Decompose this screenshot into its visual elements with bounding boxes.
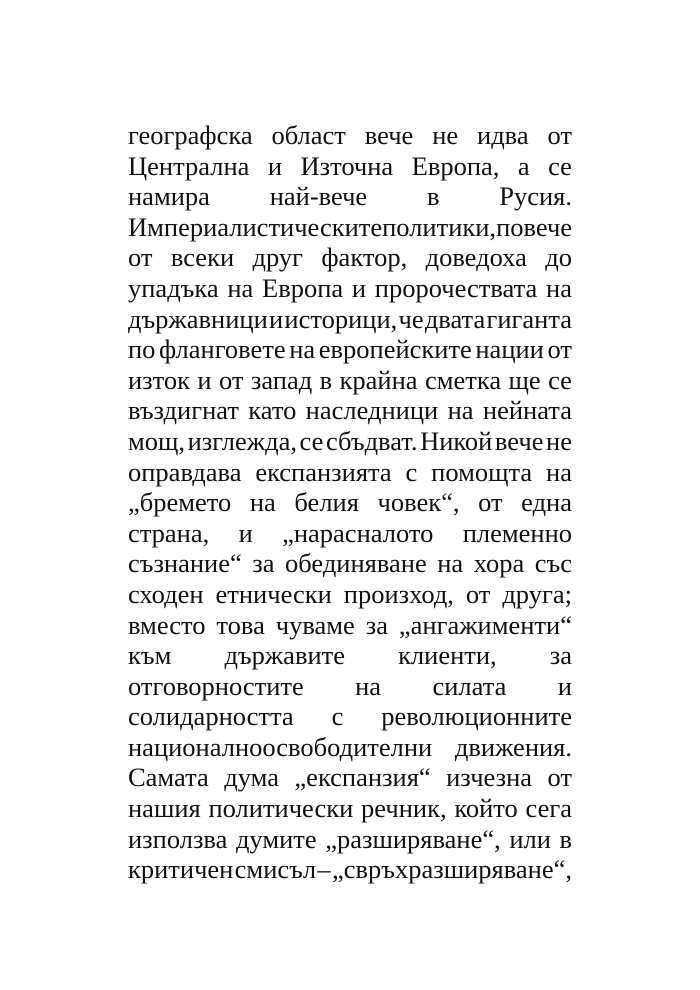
word: „ангажименти“ bbox=[398, 609, 572, 640]
word: вместо bbox=[128, 609, 206, 640]
word: на bbox=[546, 456, 572, 487]
word: и bbox=[557, 670, 572, 701]
word: сега bbox=[525, 793, 572, 824]
text-line bbox=[128, 548, 572, 579]
word: произход, bbox=[343, 578, 454, 609]
word: се bbox=[548, 150, 572, 181]
word: „разширяване“, bbox=[325, 823, 501, 854]
word: идва bbox=[477, 120, 529, 150]
word: в bbox=[559, 823, 572, 854]
word: на bbox=[546, 272, 572, 303]
word: всеки bbox=[170, 242, 235, 273]
word: друга; bbox=[502, 578, 572, 609]
word: от bbox=[547, 334, 572, 365]
text-line bbox=[128, 671, 572, 702]
word: смисъл bbox=[234, 854, 317, 885]
word: – bbox=[317, 854, 331, 885]
word: сходен bbox=[128, 578, 204, 609]
word: на bbox=[289, 334, 316, 365]
word: „нарасналото bbox=[282, 517, 434, 548]
word: солидарността bbox=[128, 701, 294, 732]
word: че bbox=[398, 303, 424, 334]
word: с bbox=[331, 701, 344, 732]
word: използва bbox=[128, 823, 228, 854]
word: това bbox=[216, 609, 265, 640]
word: с bbox=[405, 456, 418, 487]
word: етнически bbox=[215, 578, 332, 609]
word: отговорностите bbox=[128, 670, 304, 701]
word: от bbox=[128, 242, 153, 273]
word: ще bbox=[508, 364, 541, 395]
text-line bbox=[128, 304, 572, 335]
word: Никой bbox=[420, 425, 493, 456]
word: до bbox=[545, 242, 572, 273]
text-line bbox=[128, 212, 572, 243]
word: Централна bbox=[128, 150, 250, 181]
word: речник, bbox=[361, 793, 447, 824]
word: изчезна bbox=[446, 762, 533, 793]
word: на bbox=[249, 487, 276, 518]
word: по bbox=[128, 334, 156, 365]
word: експанзията bbox=[255, 456, 392, 487]
text-line bbox=[128, 518, 572, 549]
word: гиганта bbox=[486, 303, 572, 334]
word: за bbox=[549, 640, 572, 671]
body-paragraph bbox=[128, 120, 572, 885]
word: политически bbox=[208, 793, 354, 824]
word: държавници bbox=[128, 303, 268, 334]
text-line bbox=[128, 395, 572, 426]
text-line bbox=[128, 151, 572, 182]
text-line bbox=[128, 426, 572, 457]
word: една bbox=[521, 487, 572, 518]
word: намира bbox=[128, 181, 210, 212]
text-line bbox=[128, 793, 572, 824]
word: политики, bbox=[382, 211, 497, 242]
word: фланговете bbox=[159, 334, 286, 365]
word: упадъка bbox=[128, 272, 219, 303]
word: Европа bbox=[262, 272, 344, 303]
word: историци, bbox=[284, 303, 398, 334]
word: оправдава bbox=[128, 456, 242, 487]
word: в bbox=[426, 181, 440, 212]
word: най-вече bbox=[269, 181, 368, 212]
word: изток bbox=[128, 364, 191, 395]
word: на bbox=[227, 272, 254, 303]
word: въздигнат bbox=[128, 395, 239, 426]
word: белия bbox=[294, 487, 359, 518]
text-line bbox=[128, 762, 572, 793]
word: който bbox=[454, 793, 518, 824]
word: към bbox=[128, 640, 172, 671]
word: двата bbox=[424, 303, 486, 334]
text-line bbox=[128, 457, 572, 488]
text-line bbox=[128, 334, 572, 365]
word: от bbox=[219, 364, 244, 395]
word: като bbox=[248, 395, 297, 426]
word: не bbox=[432, 120, 459, 150]
word: държавите bbox=[224, 640, 345, 671]
word: европейските bbox=[318, 334, 472, 365]
word: „свръхразширяване“, bbox=[331, 854, 572, 885]
word: на bbox=[447, 395, 474, 426]
word: пророчествата bbox=[374, 272, 538, 303]
word: дума bbox=[224, 762, 279, 793]
word: от bbox=[465, 578, 491, 609]
word: от bbox=[478, 487, 503, 518]
word: запад bbox=[250, 364, 313, 395]
word: от bbox=[547, 762, 572, 793]
word: обединяване bbox=[285, 548, 427, 579]
word: чуваме bbox=[275, 609, 355, 640]
word: не bbox=[546, 425, 572, 456]
word: помощта bbox=[431, 456, 533, 487]
word: област bbox=[271, 120, 346, 150]
word: изглежда, bbox=[187, 425, 297, 456]
word: за bbox=[365, 609, 388, 640]
word: и bbox=[197, 364, 212, 395]
word: се bbox=[548, 364, 572, 395]
word: човек“, bbox=[377, 487, 460, 518]
word: революционните bbox=[381, 701, 572, 732]
word: друг bbox=[252, 242, 304, 273]
word: на bbox=[355, 670, 382, 701]
word: силата bbox=[432, 670, 507, 701]
word: сметка bbox=[424, 364, 502, 395]
text-line bbox=[128, 242, 572, 273]
word: фактор, bbox=[321, 242, 408, 273]
word: племенно bbox=[462, 517, 572, 548]
text-line bbox=[128, 487, 572, 518]
word: и bbox=[238, 517, 253, 548]
word: нации bbox=[475, 334, 544, 365]
word: Самата bbox=[128, 762, 209, 793]
word: мощ, bbox=[128, 425, 186, 456]
word: „експанзия“ bbox=[294, 762, 431, 793]
word: думите bbox=[235, 823, 317, 854]
word: сбъдват. bbox=[325, 425, 418, 456]
word: клиенти, bbox=[398, 640, 497, 671]
word: крайна bbox=[339, 364, 418, 395]
text-line bbox=[128, 701, 572, 732]
word: хора bbox=[473, 548, 525, 579]
word: Империалистическите bbox=[128, 211, 383, 242]
text-line bbox=[128, 640, 572, 671]
text-line bbox=[128, 365, 572, 396]
word: доведоха bbox=[425, 242, 527, 273]
word: вече bbox=[494, 425, 544, 456]
word: географска bbox=[128, 120, 253, 150]
word: в bbox=[319, 364, 333, 395]
word: на bbox=[437, 548, 464, 579]
word: Източна bbox=[300, 150, 394, 181]
word: наследници bbox=[305, 395, 439, 426]
word: нашия bbox=[128, 793, 201, 824]
word: и bbox=[268, 303, 284, 334]
word: за bbox=[252, 548, 275, 579]
text-line bbox=[128, 273, 572, 304]
word: националноосвободителни bbox=[128, 731, 433, 762]
word: „бремето bbox=[128, 487, 232, 518]
text-line bbox=[128, 120, 572, 151]
word: и bbox=[351, 272, 367, 303]
text-line bbox=[128, 579, 572, 610]
word: страна, bbox=[128, 517, 210, 548]
word: се bbox=[299, 425, 324, 456]
word: нейната bbox=[482, 395, 572, 426]
word: а bbox=[517, 150, 530, 181]
word: със bbox=[534, 548, 572, 579]
word: и bbox=[267, 150, 283, 181]
word: от bbox=[547, 120, 572, 150]
word: съзнание“ bbox=[128, 548, 242, 579]
word: Европа, bbox=[411, 150, 500, 181]
text-line bbox=[128, 181, 572, 212]
text-line bbox=[128, 824, 572, 855]
word: Русия. bbox=[499, 181, 572, 212]
word: повече bbox=[496, 211, 573, 242]
text-line bbox=[128, 610, 572, 641]
text-line bbox=[128, 854, 572, 885]
word: вече bbox=[364, 120, 414, 150]
word: критичен bbox=[128, 854, 234, 885]
word: или bbox=[509, 823, 551, 854]
text-line bbox=[128, 732, 572, 763]
word: движения. bbox=[454, 731, 572, 762]
